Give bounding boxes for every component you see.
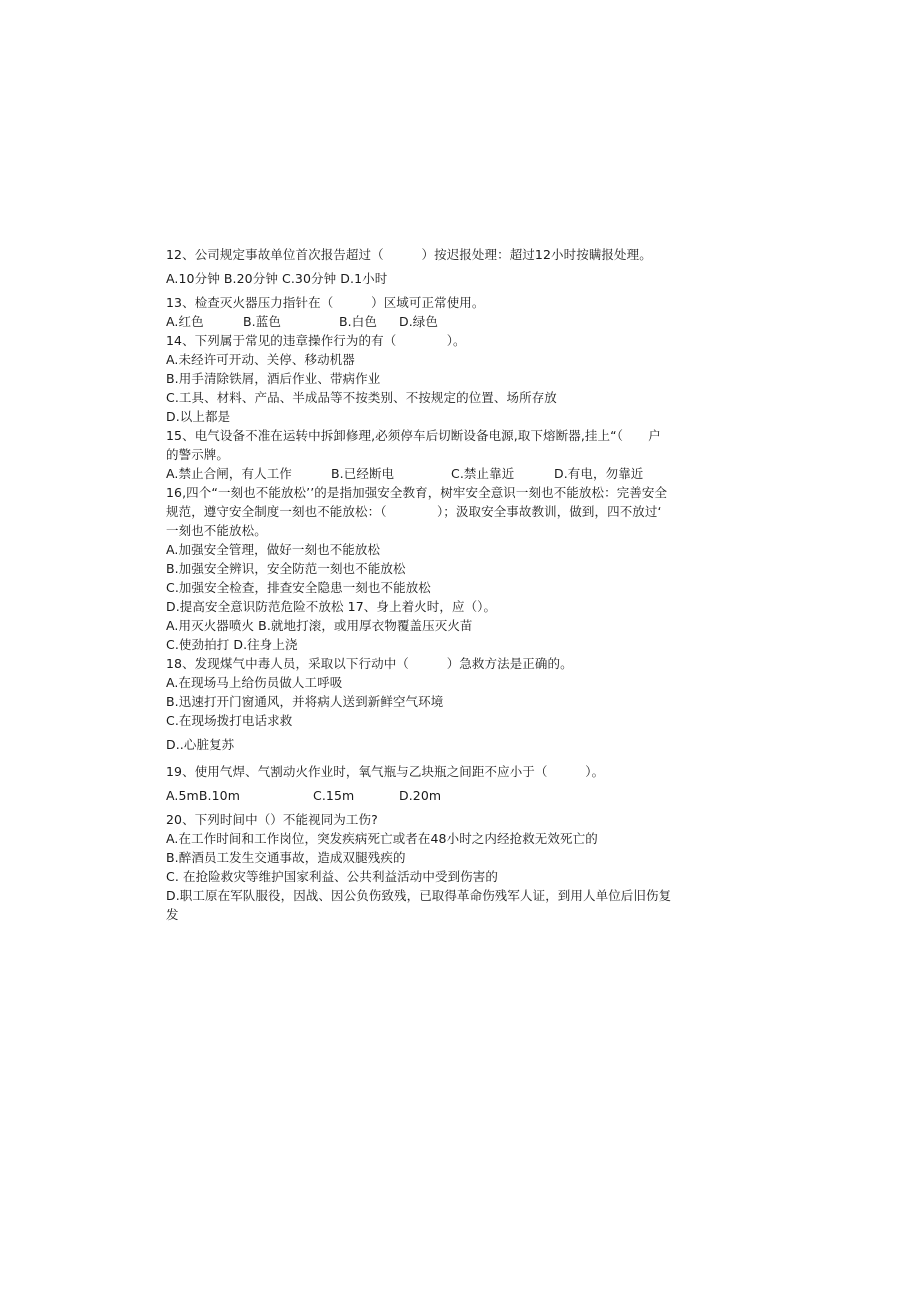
question-18-stem: 18、发现煤气中毒人员，采取以下行动中（ ）急救方法是正确的。 [166,656,573,671]
question-13-option-a: A.红色 [166,314,204,329]
question-14-option-c: C.工具、材料、产品、半成品等不按类别、不按规定的位置、场所存放 [166,390,557,405]
question-17-options-ab: A.用灭火器喷火 B.就地打滚，或用厚衣物覆盖压灭火苗 [166,618,473,633]
question-14-option-a: A.未经许可开动、关停、移动机器 [166,352,355,367]
question-16-stem-line-1: 16,四个“一刻也不能放松’’的是指加强安全教育，树牢安全意识一刻也不能放松：完善安全 [166,485,668,500]
question-20-option-d-line-2: 发 [166,907,179,922]
question-20-option-b: B.醉酒员工发生交通事故，造成双腿残疾的 [166,850,406,865]
question-20-option-a: A.在工作时间和工作岗位，突发疾病死亡或者在48小时之内经抢救无效死亡的 [166,831,598,846]
question-13-option-b: B.蓝色 [243,314,281,329]
question-13-options [166,312,706,331]
question-12-stem: 12、公司规定事故单位首次报告超过（ ）按迟报处理：超过12小时按瞒报处理。 [166,247,652,262]
question-19-option-c: C.15m [313,788,355,803]
question-14-stem: 14、下列属于常见的违章操作行为的有（ ）。 [166,333,466,348]
question-13-stem: 13、检查灭火器压力指针在（ ）区域可正常使用。 [166,295,485,310]
question-15-stem-line-1: 15、电气设备不准在运转中拆卸修理,必须停车后切断设备电源,取下熔断器,挂上“（ 户 [166,428,661,443]
question-16-stem-line-2: 规范，遵守安全制度一刻也不能放松：（ ）；汲取安全事故教训，做到，四不放过‘ [166,504,662,519]
question-20-option-c: C. 在抢险救灾等维护国家利益、公共利益活动中受到伤害的 [166,869,498,884]
question-20-stem: 20、下列时间中（）不能视同为工伤? [166,812,378,827]
question-18-option-b: B.迅速打开门窗通风，并将病人送到新鲜空气环境 [166,694,444,709]
question-16-option-b: B.加强安全辨识，安全防范一刻也不能放松 [166,561,406,576]
question-16-stem-line-3: 一刻也不能放松。 [166,523,267,538]
question-16-option-a: A.加强安全管理，做好一刻也不能放松 [166,542,381,557]
question-14-option-b: B.用手清除铁屑，酒后作业、带病作业 [166,371,381,386]
question-15-option-b: B.已经断电 [331,466,395,481]
question-15-option-c: C.禁止靠近 [451,466,515,481]
question-14-option-d: D.以上都是 [166,409,231,424]
question-13-option-c: B.白色 [339,314,377,329]
question-15-options [166,464,706,483]
question-18-option-a: A.在现场马上给伤员做人工呼吸 [166,675,343,690]
question-20-option-d-line-1: D.职工原在军队服役，因战、因公负伤致残，已取得革命伤残军人证，到用人单位后旧伤复 [166,888,672,903]
question-15-option-d: D.有电，勿靠近 [554,466,644,481]
question-16-option-c: C.加强安全检查，排查安全隐患一刻也不能放松 [166,580,431,595]
question-13-option-d: D.绿色 [399,314,438,329]
question-19-stem: 19、使用气焊、气割动火作业时，氧气瓶与乙块瓶之间距不应小于（ ）。 [166,764,605,779]
question-16-option-d: D.提高安全意识防范危险不放松 17、身上着火时，应（）。 [166,599,497,614]
question-19-option-ab: A.5mB.10m [166,788,240,803]
question-12-options: A.10分钟 B.20分钟 C.30分钟 D.1小时 [166,271,388,286]
question-19-option-d: D.20m [399,788,442,803]
question-15-stem-line-2: 的警示牌。 [166,447,230,462]
question-18-option-d: D..心脏复苏 [166,737,235,752]
question-list [166,245,706,924]
question-15-option-a: A.禁止合闸，有人工作 [166,466,292,481]
question-17-options-cd: C.使劲拍打 D.往身上浇 [166,637,298,652]
question-19-options [166,786,706,805]
question-18-option-c: C.在现场拨打电话求救 [166,713,293,728]
